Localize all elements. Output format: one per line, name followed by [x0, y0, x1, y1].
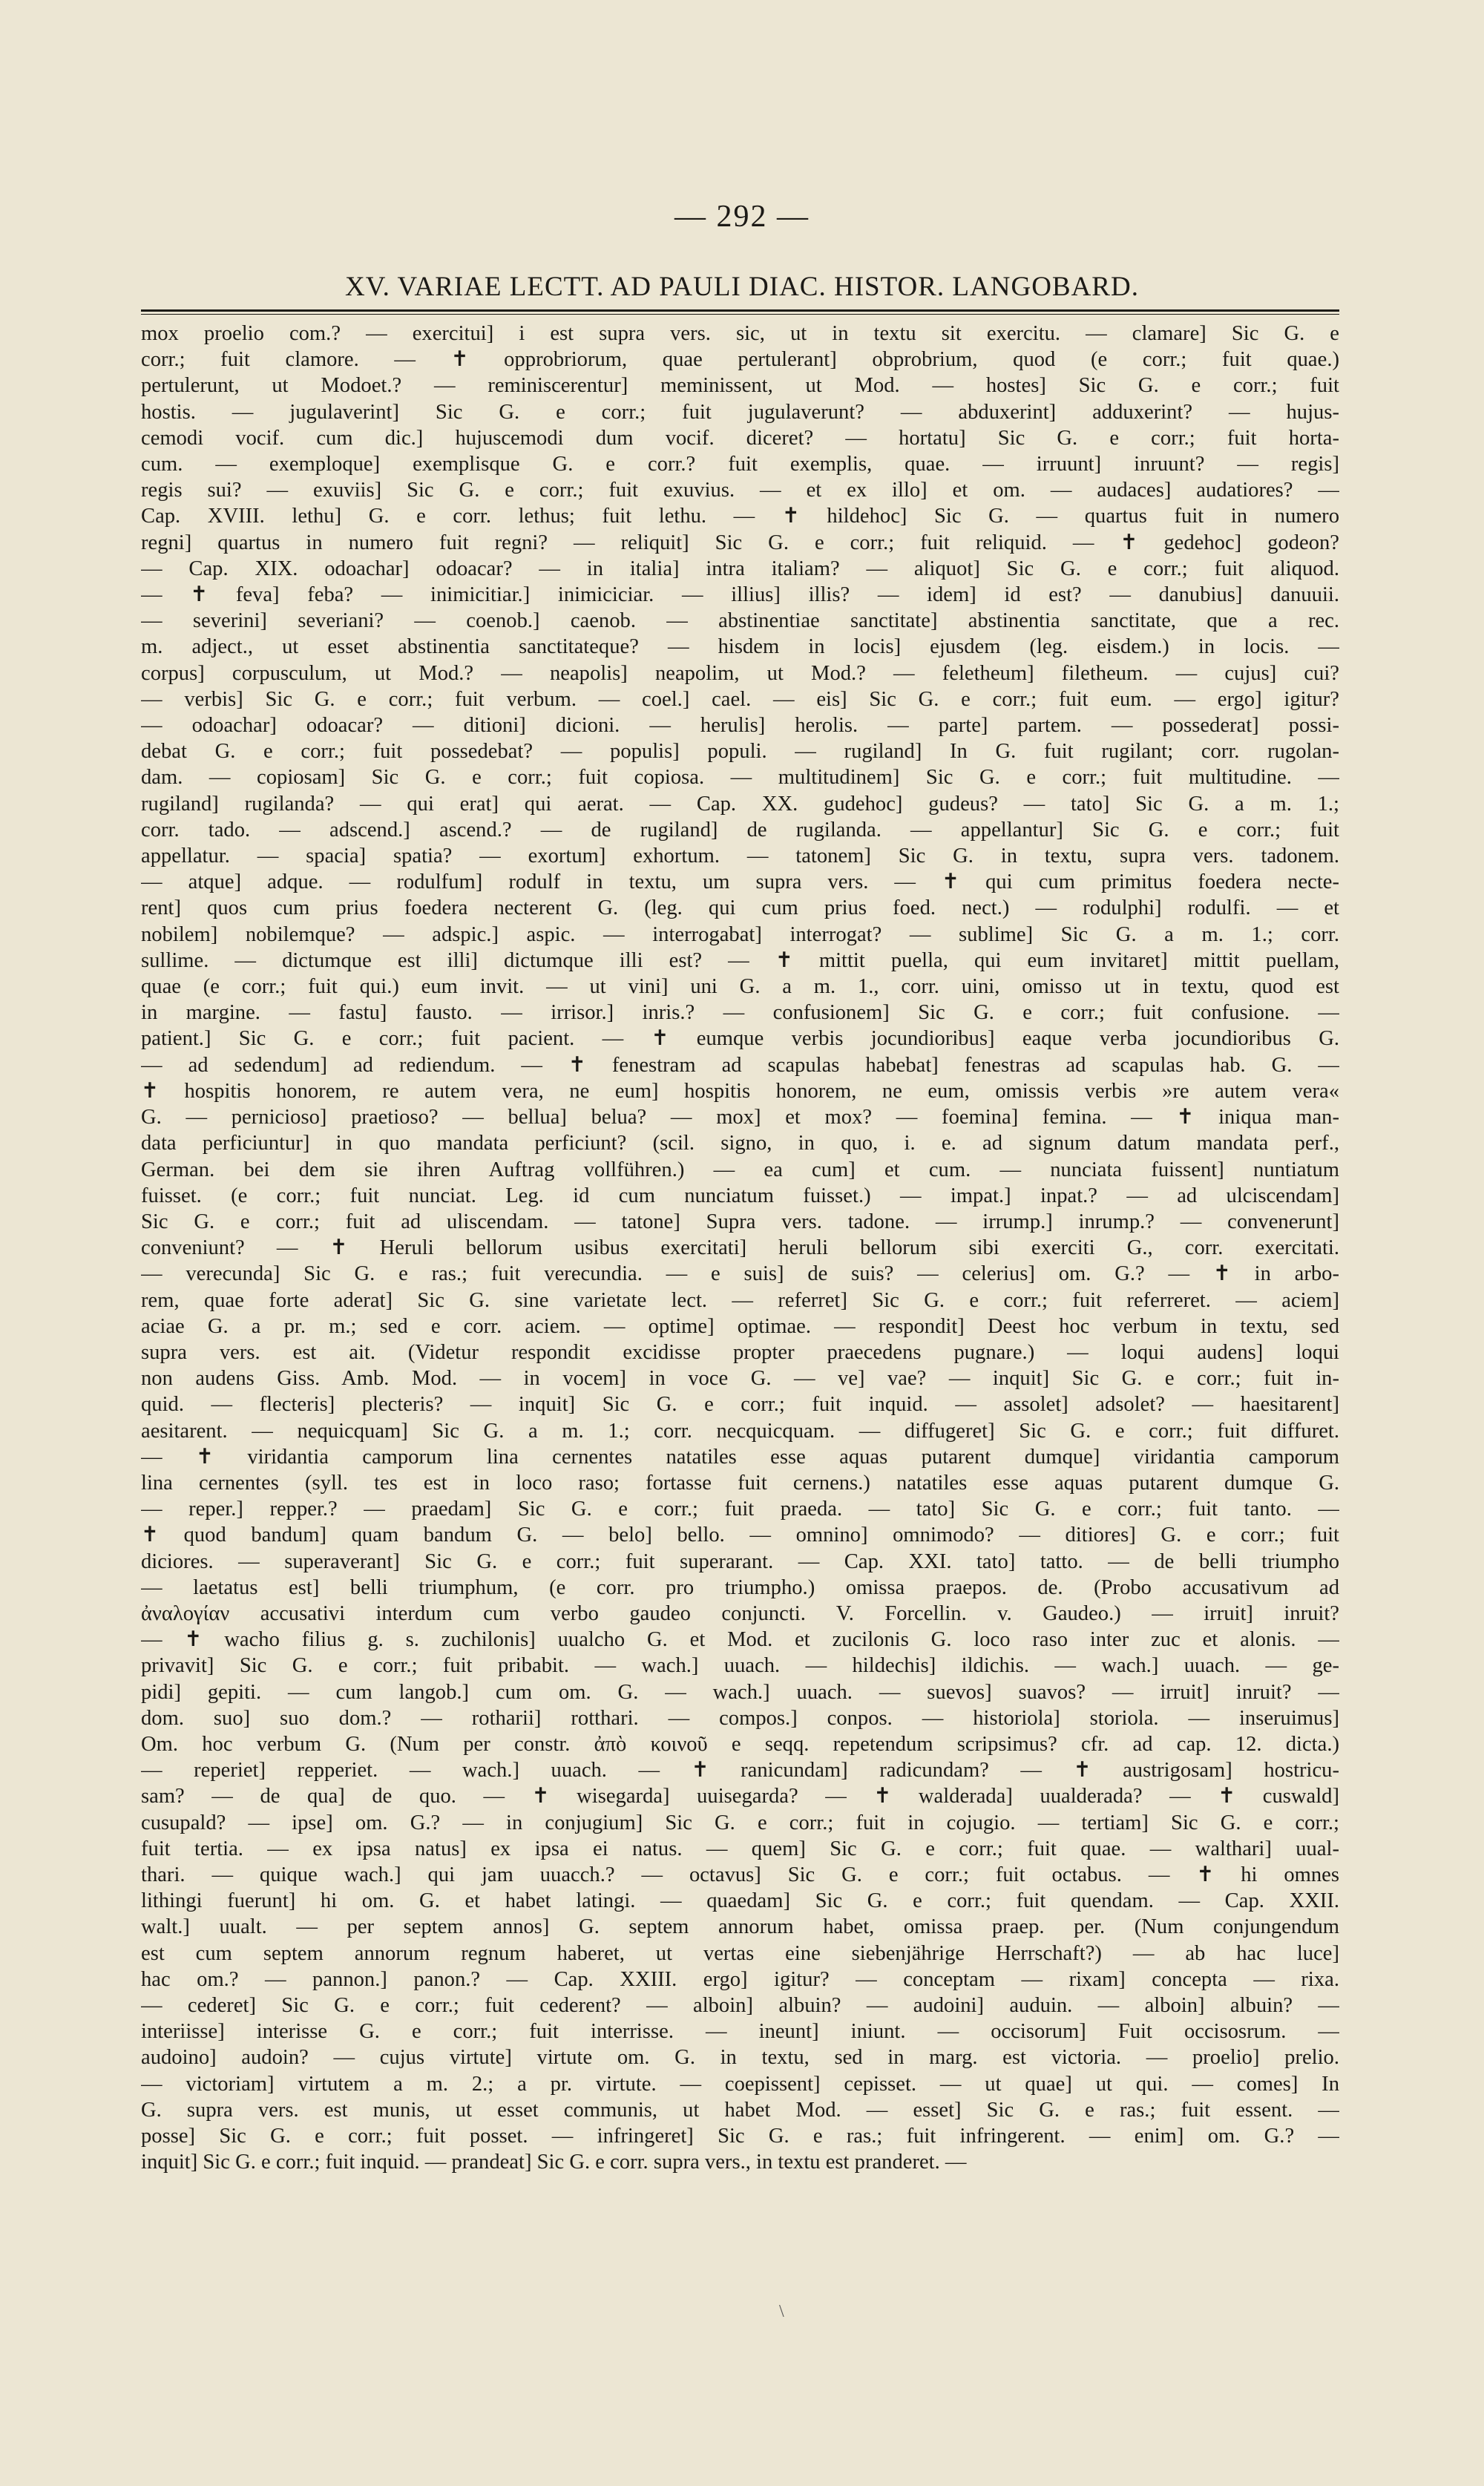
text-line: non audens Giss. Amb. Mod. — in vocem] in voce G. — ve] vae? — inquit] Sic G. e corr.; fuit in- [141, 1367, 1339, 1391]
text-line: fuisset. (e corr.; fuit nunciat. Leg. id cum nunciatum fuisset.) — impat.] inpat.? — ad ulciscendam] [141, 1184, 1339, 1207]
text-line: fuit tertia. — ex ipsa natus] ex ipsa ei natus. — quem] Sic G. e corr.; fuit quae. — walthari] uual- [141, 1837, 1339, 1860]
text-line: G. supra vers. est munis, ut esset communis, ut habet Mod. — esset] Sic G. e ras.; fuit essent. — [141, 2098, 1339, 2122]
text-line: aciae G. a pr. m.; sed e corr. aciem. — optime] optimae. — respondit] Deest hoc verbum in textu, sed [141, 1314, 1339, 1338]
text-line: — severini] severiani? — coenob.] caenob. — abstinentiae sanctitate] abstinentia sanctitate, que a rec. [141, 609, 1339, 633]
text-line: — odoachar] odoacar? — ditioni] dicioni. — herulis] herolis. — parte] partem. — possederat] possi- [141, 714, 1339, 738]
text-line: in margine. — fastu] fausto. — irrisor.] inris.? — confusionem] Sic G. e corr.; fuit confusione. — [141, 1001, 1339, 1025]
text-line: privavit] Sic G. e corr.; fuit pribabit. — wach.] uuach. — hildechis] ildichis. — wach.] uuach. — ge- [141, 1654, 1339, 1678]
text-line: thari. — quique wach.] qui jam uuacch.? — octavus] Sic G. e corr.; fuit octabus. — ✝ hi omnes [141, 1863, 1339, 1886]
text-line: — Cap. XIX. odoachar] odoacar? — in italia] intra italiam? — aliquot] Sic G. e corr.; fuit aliquod. [141, 557, 1339, 580]
body-text [141, 321, 1339, 2175]
text-line: data perficiuntur] in quo mandata perficiunt? (scil. signo, in quo, i. e. ad signum datum mandata perf., [141, 1132, 1339, 1155]
text-line: sullime. — dictumque est illi] dictumque illi est? — ✝ mittit puella, qui eum invitaret] mittit puellam, [141, 948, 1339, 972]
text-line: — verbis] Sic G. e corr.; fuit verbum. — coel.] cael. — eis] Sic G. e corr.; fuit eum. — ergo] igitur? [141, 687, 1339, 711]
text-line: — ✝ viridantia camporum lina cernentes natatiles esse aquas putarent dumque] viridantia camporum [141, 1445, 1339, 1469]
text-line: — reper.] repper.? — praedam] Sic G. e corr.; fuit praeda. — tato] Sic G. e corr.; fuit tanto. — [141, 1498, 1339, 1521]
text-line: G. — pernicioso] praetioso? — bellua] belua? — mox] et mox? — foemina] femina. — ✝ iniqua man- [141, 1106, 1339, 1129]
text-line: Sic G. e corr.; fuit ad uliscendam. — tatone] Supra vers. tadone. — irrump.] inrump.? — convenerunt] [141, 1210, 1339, 1233]
text-line: inquit] Sic G. e corr.; fuit inquid. — prandeat] Sic G. e corr. supra vers., in textu est pranderet. — [141, 2151, 967, 2174]
text-line: hostis. — jugulaverint] Sic G. e corr.; fuit jugulaverunt? — abduxerint] adduxerint? — hujus- [141, 400, 1339, 424]
header-rule [141, 309, 1339, 312]
text-line: audoino] audoin? — cujus virtute] virtute om. G. in textu, sed in marg. est victoria. — proelio] prelio. [141, 2046, 1339, 2070]
text-line: — ✝ wacho filius g. s. zuchilonis] uualcho G. et Mod. et zucilonis G. loco raso inter zuc et alonis. — [141, 1628, 1339, 1652]
text-line: cum. — exemploque] exemplisque G. e corr.? fuit exemplis, quae. — irruunt] inruunt? — regis] [141, 453, 1339, 476]
text-line: corr. tado. — adscend.] ascend.? — de rugiland] de rugilanda. — appellantur] Sic G. e corr.; fuit [141, 818, 1339, 842]
footer-mark: \ [779, 2302, 784, 2321]
text-line: — atque] adque. — rodulfum] rodulf in textu, um supra vers. — ✝ qui cum primitus foedera necte- [141, 870, 1339, 894]
text-line: cusupald? — ipse] om. G.? — in conjugium] Sic G. e corr.; fuit in cojugio. — tertiam] Sic G. e corr.; [141, 1811, 1339, 1834]
text-line: Om. hoc verbum G. (Num per constr. ἀπὸ κοινοῦ e seqq. repetendum scripsimus? cfr. ad cap. 12. dicta.) [141, 1732, 1339, 1756]
text-line: nobilem] nobilemque? — adspic.] aspic. — interrogabat] interrogat? — sublime] Sic G. a m. 1.; corr. [141, 922, 1339, 946]
text-line: corpus] corpusculum, ut Mod.? — neapolis] neapolim, ut Mod.? — feletheum] filetheum. — cujus] cui? [141, 661, 1339, 685]
text-line: — reperiet] repperiet. — wach.] uuach. — ✝ ranicundam] radicundam? — ✝ austrigosam] hostricu- [141, 1759, 1339, 1782]
text-line: pertulerunt, ut Modoet.? — reminiscerentur] meminissent, ut Mod. — hostes] Sic G. e corr.; fuit [141, 374, 1339, 398]
text-line: pidi] gepiti. — cum langob.] cum om. G. — wach.] uuach. — suevos] suavos? — irruit] inruit? — [141, 1680, 1339, 1704]
text-line: — ad sedendum] ad rediendum. — ✝ fenestram ad scapulas habebat] fenestras ad scapulas hab. G. — [141, 1053, 1339, 1077]
text-line: ✝ hospitis honorem, re autem vera, ne eum] hospitis honorem, ne eum, omissis verbis »re autem vera« [141, 1079, 1339, 1103]
text-line: ἀναλογίαν accusativi interdum cum verbo gaudeo conjuncti. V. Forcellin. v. Gaudeo.) — irruit] inruit? [141, 1601, 1339, 1625]
text-line: quae (e corr.; fuit qui.) eum invit. — ut vini] uni G. a m. 1., corr. uini, omisso ut in textu, quod est [141, 975, 1339, 999]
text-line: quid. — flecteris] plecteris? — inquit] Sic G. e corr.; fuit inquid. — assolet] adsolet? — haesitarent] [141, 1393, 1339, 1417]
text-line: diciores. — superaverant] Sic G. e corr.; fuit superarant. — Cap. XXI. tato] tatto. — de belli triumpho [141, 1549, 1339, 1573]
text-line: German. bei dem sie ihren Auftrag vollführen.) — ea cum] et cum. — nunciata fuissent] nuntiatum [141, 1158, 1339, 1181]
text-line: rent] quos cum prius foedera necterent G. (leg. qui cum prius foed. nect.) — rodulphi] rodulfi. — et [141, 896, 1339, 920]
text-line: walt.] uualt. — per septem annos] G. septem annorum habet, omissa praep. per. (Num conjungendum [141, 1915, 1339, 1939]
text-line: debat G. e corr.; fuit possedebat? — populis] populi. — rugiland] In G. fuit rugilant; corr. rugolan- [141, 740, 1339, 764]
header-rule-thin [141, 314, 1339, 315]
text-line: — ✝ feva] feba? — inimicitiar.] inimiciciar. — illius] illis? — idem] id est? — danubius] danuuii. [141, 583, 1339, 607]
text-line: corr.; fuit clamore. — ✝ opprobriorum, quae pertulerant] obprobrium, quod (e corr.; fuit quae.) [141, 348, 1339, 372]
text-line: regis sui? — exuviis] Sic G. e corr.; fuit exuvius. — et ex illo] et om. — audaces] audatiores? — [141, 479, 1339, 502]
text-line: conveniunt? — ✝ Heruli bellorum usibus exercitati] heruli bellorum sibi exerciti G., corr. exercitati. [141, 1236, 1339, 1260]
text-line: — cederet] Sic G. e corr.; fuit cederent? — alboin] albuin? — audoini] auduin. — alboin] albuin? — [141, 1994, 1339, 2017]
text-line: interiisse] interisse G. e corr.; fuit interrisse. — ineunt] iniunt. — occisorum] Fuit occisosrum. — [141, 2020, 1339, 2044]
text-line: patient.] Sic G. e corr.; fuit pacient. — ✝ eumque verbis jocundioribus] eaque verba jocundioribus G. [141, 1027, 1339, 1051]
text-line: aesitarent. — nequicquam] Sic G. a m. 1.; corr. necquicquam. — diffugeret] Sic G. e corr.; fuit diffuret. [141, 1419, 1339, 1443]
text-line: supra vers. est ait. (Videtur respondit excidisse propter praecedens pugnare.) — loqui audens] loqui [141, 1340, 1339, 1364]
text-line: est cum septem annorum regnum haberet, ut vertas eine siebenjährige Herrschaft?) — ab hac luce] [141, 1941, 1339, 1965]
text-line: m. adject., ut esset abstinentia sanctitateque? — hisdem in locis] ejusdem (leg. eisdem.) in locis. — [141, 635, 1339, 659]
text-line: mox proelio com.? — exercitui] i est supra vers. sic, ut in textu sit exercitu. — clamare] Sic G. e [141, 322, 1339, 345]
text-line: rem, quae forte aderat] Sic G. sine varietate lect. — referret] Sic G. e corr.; fuit referreret. — aciem] [141, 1288, 1339, 1312]
text-line: — verecunda] Sic G. e ras.; fuit verecundia. — e suis] de suis? — celerius] om. G.? — ✝ in arbo- [141, 1262, 1339, 1286]
text-line: cemodi vocif. cum dic.] hujuscemodi dum vocif. diceret? — hortatu] Sic G. e corr.; fuit horta- [141, 426, 1339, 450]
text-line: Cap. XVIII. lethu] G. e corr. lethus; fuit lethu. — ✝ hildehoc] Sic G. — quartus fuit in numero [141, 505, 1339, 528]
text-line: appellatur. — spacia] spatia? — exortum] exhortum. — tatonem] Sic G. in textu, supra vers. tadonem. [141, 844, 1339, 868]
text-line: dom. suo] suo dom.? — rotharii] rotthari. — compos.] conpos. — historiola] storiola. — inseruimus] [141, 1706, 1339, 1730]
text-line: lina cernentes (syll. tes est in loco raso; fortasse fuit cernens.) natatiles esse aquas putarent dumque G. [141, 1471, 1339, 1495]
text-line: lithingi fuerunt] hi om. G. et habet latingi. — quaedam] Sic G. e corr.; fuit quendam. — Cap. XXII. [141, 1889, 1339, 1913]
text-line: regni] quartus in numero fuit regni? — reliquit] Sic G. e corr.; fuit reliquid. — ✝ gedehoc] godeon? [141, 531, 1339, 554]
text-line: ✝ quod bandum] quam bandum G. — belo] bello. — omnino] omnimodo? — ditiores] G. e corr.; fuit [141, 1524, 1339, 1547]
running-head: XV. VARIAE LECTT. AD PAULI DIAC. HISTOR. LANGOBARD. [345, 272, 1139, 302]
text-line: posse] Sic G. e corr.; fuit posset. — infringeret] Sic G. e ras.; fuit infringerent. — enim] om. G.? — [141, 2125, 1339, 2148]
page-number: — 292 — [674, 200, 810, 234]
text-line: sam? — de qua] de quo. — ✝ wisegarda] uuisegarda? — ✝ walderada] uualderada? — ✝ cuswald] [141, 1785, 1339, 1808]
text-line: hac om.? — pannon.] panon.? — Cap. XXIII. ergo] igitur? — conceptam — rixam] concepta — rixa. [141, 1967, 1339, 1991]
text-line: rugiland] rugilanda? — qui erat] qui aerat. — Cap. XX. gudehoc] gudeus? — tato] Sic G. a m. 1.; [141, 792, 1339, 816]
text-line: — laetatus est] belli triumphum, (e corr. pro triumpho.) omissa praepos. de. (Probo accusativum ad [141, 1575, 1339, 1599]
text-line: — victoriam] virtutem a m. 2.; a pr. virtute. — coepissent] cepisset. — ut quae] ut qui. — comes] In [141, 2072, 1339, 2096]
text-line: dam. — copiosam] Sic G. e corr.; fuit copiosa. — multitudinem] Sic G. e corr.; fuit multitudine. — [141, 766, 1339, 790]
